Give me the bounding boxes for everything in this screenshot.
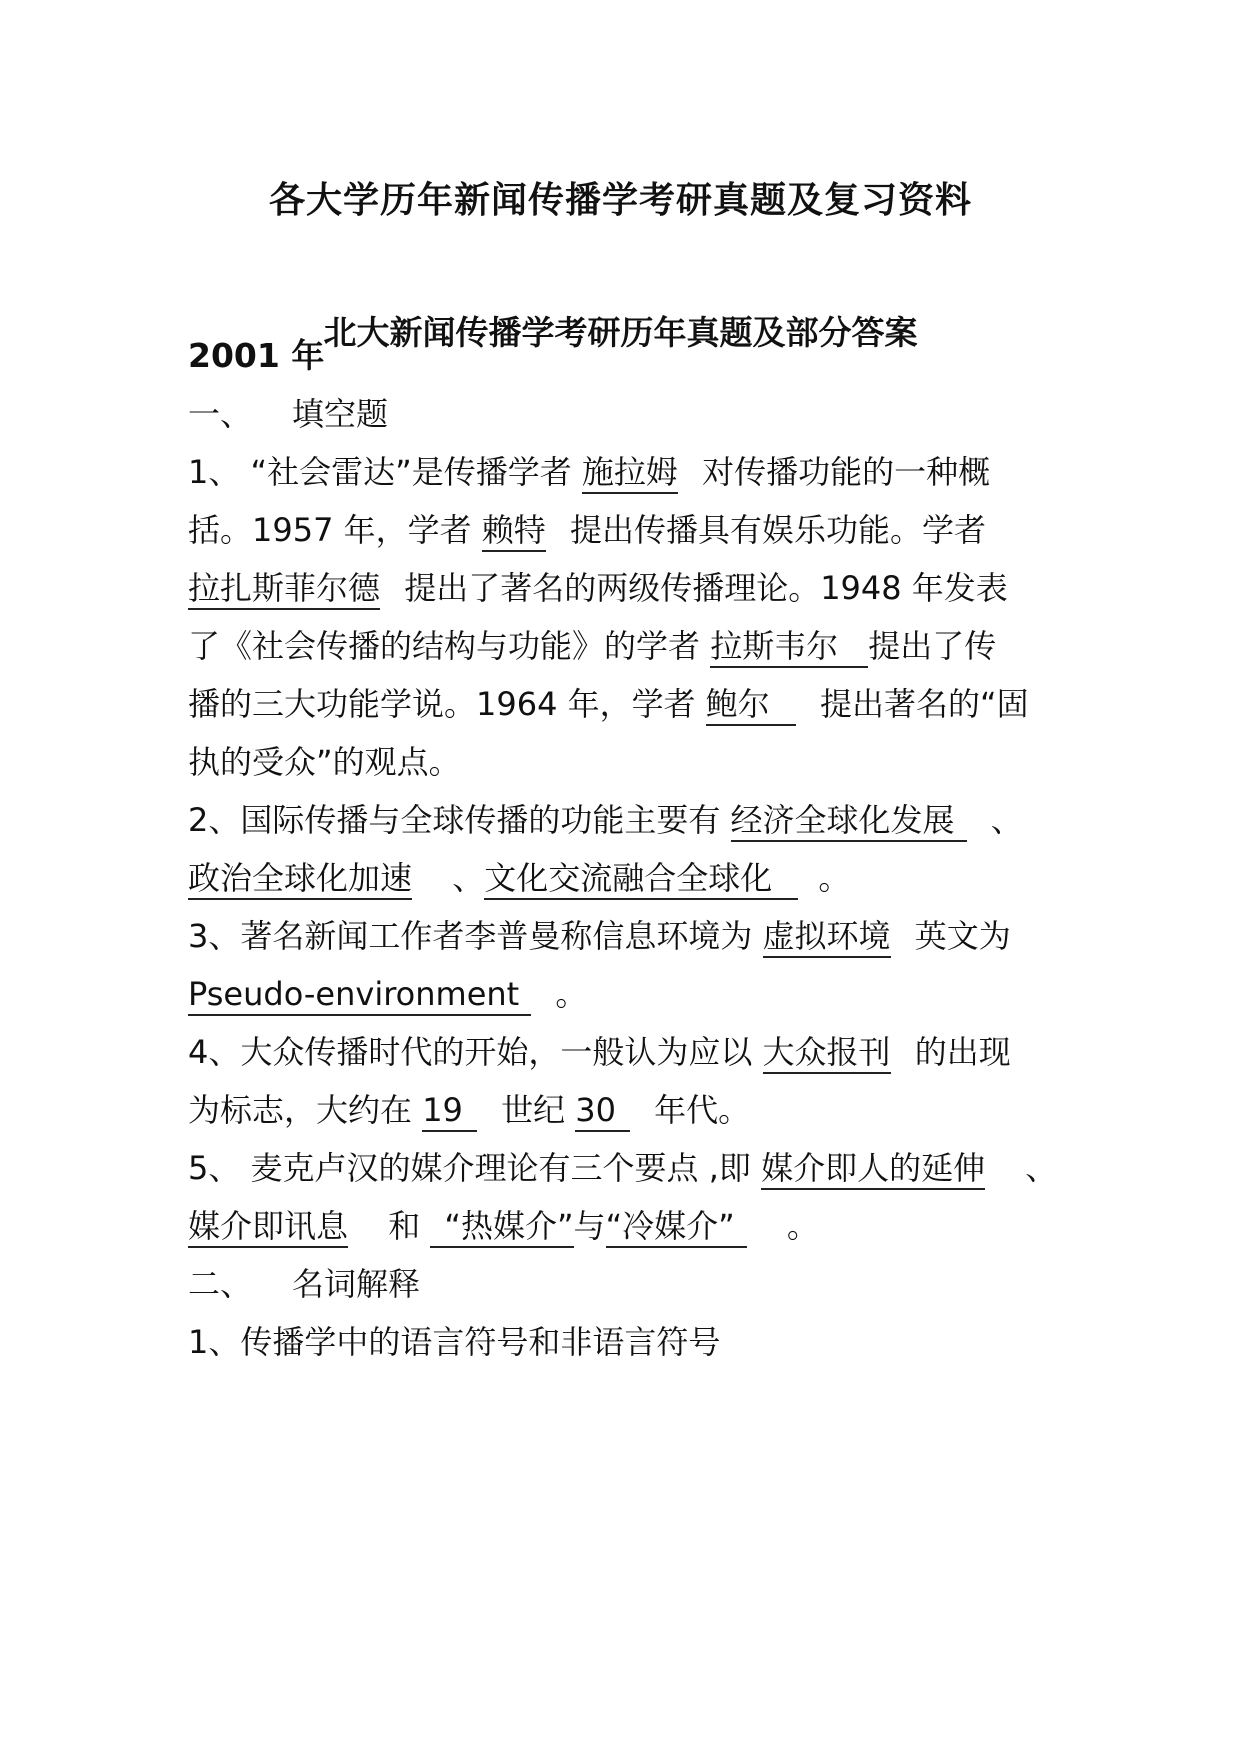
- q3-answer-virtual: 虚拟环境: [763, 917, 891, 958]
- q2-text: 、: [980, 801, 1023, 839]
- q4-text: 的出现: [904, 1033, 1011, 1071]
- q3-answer-english: Pseudo-environment: [188, 975, 531, 1016]
- q2-text: 2、国际传播与全球传播的功能主要有: [188, 801, 731, 839]
- q5-line1: [188, 1146, 1057, 1190]
- q2-line1: [188, 798, 1023, 842]
- q1-line3: [188, 566, 1008, 610]
- q2-text: 、: [442, 859, 485, 897]
- q1-answer-schramm: 施拉姆: [582, 453, 678, 494]
- q2-answer-economy: 经济全球化发展: [731, 801, 967, 842]
- q1-text: 了《社会传播的结构与功能》的学者: [188, 627, 711, 665]
- section1-number: 一、: [188, 395, 253, 433]
- section2-title: 名词解释: [292, 1265, 421, 1303]
- sub-title: 北大新闻传播学考研历年真题及部分答案: [323, 313, 918, 352]
- q1-text: 提出著名的“固: [809, 685, 1029, 723]
- q5-answer-extension: 媒介即人的延伸: [761, 1149, 985, 1190]
- section2-heading: [188, 1262, 420, 1306]
- section1-heading: [188, 392, 388, 436]
- q4-answer-press: 大众报刊: [763, 1033, 891, 1074]
- q3-text: 。: [545, 975, 588, 1013]
- q5-answer-cool-media: “冷媒介”: [606, 1207, 747, 1248]
- q2-text: 。: [808, 859, 851, 897]
- q3-line1: [188, 914, 1011, 958]
- q4-answer-century: 19: [422, 1091, 477, 1132]
- q4-text: 4、大众传播时代的开始，一般认为应以: [188, 1033, 763, 1071]
- q1-line4: [188, 624, 996, 668]
- q2-answer-culture: 文化交流融合全球化: [484, 859, 798, 900]
- q1-line5: [188, 682, 1029, 726]
- q3-text: 英文为: [904, 917, 1011, 955]
- q1-text: 对传播功能的一种概: [691, 453, 991, 491]
- main-title: 各大学历年新闻传播学考研真题及复习资料: [268, 180, 972, 221]
- q2-line2: [188, 856, 850, 900]
- q4-text: 世纪: [490, 1091, 576, 1129]
- q1-text: 播的三大功能学说。1964 年，学者: [188, 685, 706, 723]
- q5-text: 、: [1015, 1149, 1058, 1187]
- q5-text: 和: [378, 1207, 431, 1245]
- q5-text: 与: [573, 1207, 606, 1245]
- q4-line1: [188, 1030, 1011, 1074]
- year-heading: 2001 年: [188, 336, 325, 375]
- q5-answer-hot-media: “热媒介”: [430, 1207, 573, 1248]
- q1-answer-wright: 赖特: [482, 511, 546, 552]
- q5-text: 。: [776, 1207, 819, 1245]
- q1-line1: [188, 450, 990, 494]
- q1-text: 括。1957 年，学者: [188, 511, 482, 549]
- q5-text: 5、 麦克卢汉的媒介理论有三个要点 ,即: [188, 1149, 762, 1187]
- q4-line2: [188, 1088, 750, 1132]
- q5-line2: [188, 1204, 819, 1248]
- q1-text: 提出了传: [868, 627, 997, 665]
- q1-text: 1、 “社会雷达”是传播学者: [188, 453, 582, 491]
- q1-text: 提出传播具有娱乐功能。学者: [559, 511, 986, 549]
- q3-line2: [188, 972, 587, 1016]
- section2-q1: 1、传播学中的语言符号和非语言符号: [188, 1323, 721, 1361]
- q1-answer-lasswell: 拉斯韦尔: [710, 627, 868, 668]
- q1-answer-bauer: 鲍尔: [706, 685, 796, 726]
- q4-text: 年代。: [643, 1091, 751, 1129]
- q2-answer-politics: 政治全球化加速: [188, 859, 412, 900]
- section1-title: 填空题: [292, 395, 389, 433]
- section2-number: 二、: [188, 1265, 253, 1303]
- q5-answer-message: 媒介即讯息: [188, 1207, 348, 1248]
- q4-answer-decade: 30: [575, 1091, 630, 1132]
- q1-line2: [188, 508, 986, 552]
- q3-text: 3、著名新闻工作者李普曼称信息环境为: [188, 917, 763, 955]
- q1-answer-lazarsfeld: 拉扎斯菲尔德: [188, 569, 380, 610]
- q1-text: 提出了著名的两级传播理论。1948 年发表: [394, 569, 1008, 607]
- q4-text: 为标志，大约在: [188, 1091, 423, 1129]
- q1-line6: 执的受众”的观点。: [188, 743, 461, 781]
